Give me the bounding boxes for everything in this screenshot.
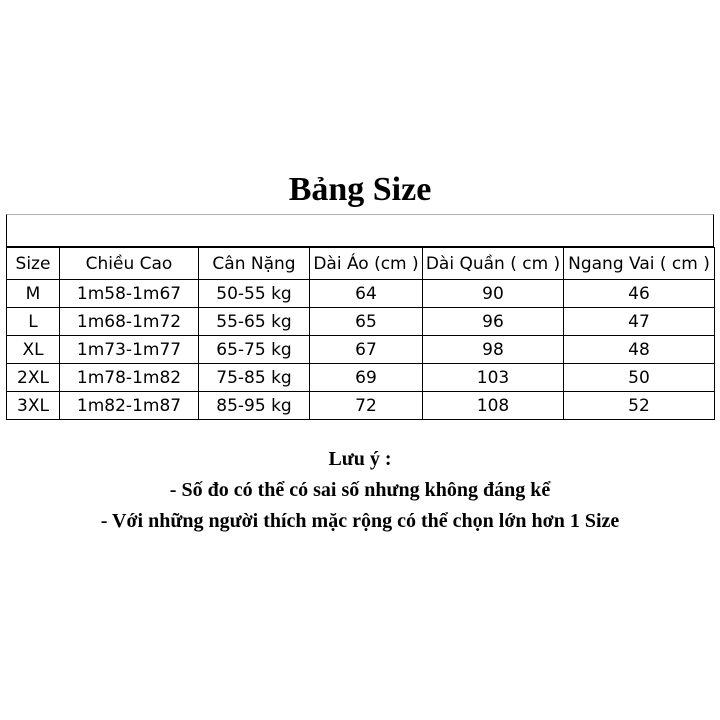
cell-size: M	[7, 280, 60, 308]
table-blank-row	[6, 214, 714, 247]
cell-height: 1m68-1m72	[60, 308, 199, 336]
cell-pants-length: 108	[423, 392, 564, 420]
cell-height: 1m78-1m82	[60, 364, 199, 392]
cell-shoulder-width: 48	[564, 336, 715, 364]
cell-shirt-length: 64	[310, 280, 423, 308]
cell-shoulder-width: 50	[564, 364, 715, 392]
size-table-container	[6, 214, 714, 420]
cell-shoulder-width: 47	[564, 308, 715, 336]
size-table	[6, 247, 715, 420]
cell-weight: 55-65 kg	[199, 308, 310, 336]
cell-weight: 75-85 kg	[199, 364, 310, 392]
table-row	[7, 336, 715, 364]
table-row	[7, 392, 715, 420]
cell-height: 1m73-1m77	[60, 336, 199, 364]
note-line: - Số đo có thể có sai số nhưng không đáng kể	[169, 479, 551, 501]
cell-shirt-length: 69	[310, 364, 423, 392]
cell-shirt-length: 65	[310, 308, 423, 336]
header-shoulder-width: Ngang Vai ( cm )	[564, 248, 715, 280]
cell-weight: 85-95 kg	[199, 392, 310, 420]
cell-pants-length: 98	[423, 336, 564, 364]
notes-section	[0, 444, 720, 537]
table-header-row	[7, 248, 715, 280]
cell-shoulder-width: 46	[564, 280, 715, 308]
cell-size: XL	[7, 336, 60, 364]
table-row	[7, 280, 715, 308]
notes-heading: Lưu ý :	[328, 448, 392, 470]
cell-height: 1m82-1m87	[60, 392, 199, 420]
cell-size: L	[7, 308, 60, 336]
cell-size: 3XL	[7, 392, 60, 420]
cell-pants-length: 103	[423, 364, 564, 392]
header-pants-length: Dài Quần ( cm )	[423, 248, 564, 280]
table-row	[7, 308, 715, 336]
cell-pants-length: 96	[423, 308, 564, 336]
table-row	[7, 364, 715, 392]
header-height: Chiều Cao	[60, 248, 199, 280]
cell-weight: 50-55 kg	[199, 280, 310, 308]
cell-shirt-length: 72	[310, 392, 423, 420]
cell-shoulder-width: 52	[564, 392, 715, 420]
header-shirt-length: Dài Áo (cm )	[310, 248, 423, 280]
cell-pants-length: 90	[423, 280, 564, 308]
page-title: Bảng Size	[288, 171, 432, 208]
cell-size: 2XL	[7, 364, 60, 392]
cell-height: 1m58-1m67	[60, 280, 199, 308]
header-weight: Cân Nặng	[199, 248, 310, 280]
cell-shirt-length: 67	[310, 336, 423, 364]
note-line: - Với những người thích mặc rộng có thể chọn lớn hơn 1 Size	[100, 510, 620, 532]
header-size: Size	[7, 248, 60, 280]
cell-weight: 65-75 kg	[199, 336, 310, 364]
